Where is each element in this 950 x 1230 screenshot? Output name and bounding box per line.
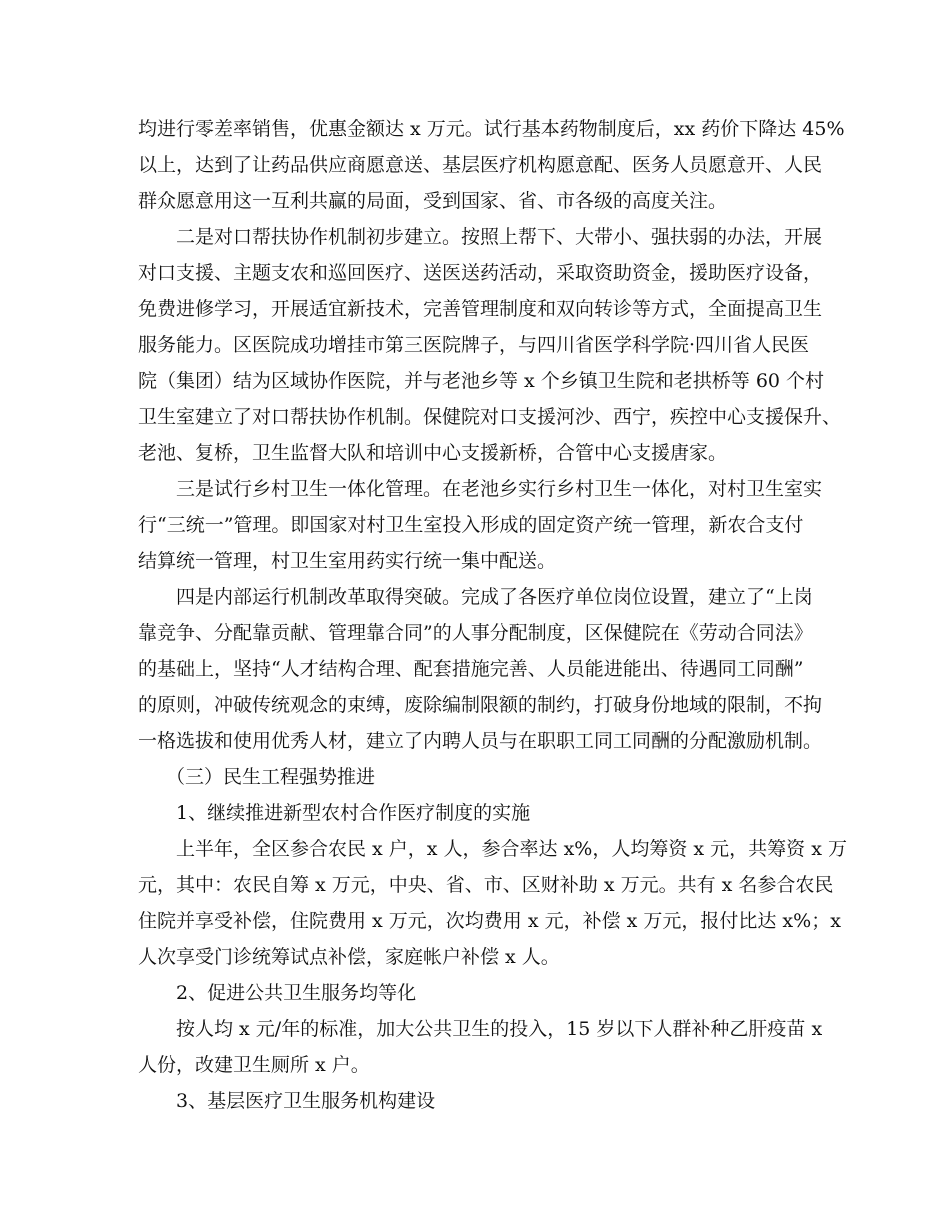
paragraph-line: 四是内部运行机制改革取得突破。完成了各医疗单位岗位设置，建立了“上岗 (176, 586, 813, 608)
paragraph-line: 二是对口帮扶协作机制初步建立。按照上帮下、大带小、强扶弱的办法，开展 (176, 226, 823, 248)
paragraph-line: 服务能力。区医院成功增挂市第三医院牌子，与四川省医学科学院·四川省人民医 (138, 334, 810, 356)
paragraph-line: 按人均 x 元/年的标准，加大公共卫生的投入，15 岁以下人群补种乙肝疫苗 x (176, 1018, 823, 1040)
paragraph-line: 靠竞争、分配靠贡献、管理靠合同”的人事分配制度，区保健院在《劳动合同法》 (138, 622, 813, 644)
paragraph-line: 行“三统一”管理。即国家对村卫生室投入形成的固定资产统一管理，新农合支付 (138, 514, 804, 536)
paragraph-line: 院（集团）结为区域协作医院，并与老池乡等 x 个乡镇卫生院和老拱桥等 60 个村 (138, 370, 825, 392)
paragraph-line: 对口支援、主题支农和巡回医疗、送医送药活动，采取资助资金，援助医疗设备， (138, 262, 823, 284)
paragraph-line: 结算统一管理，村卫生室用药实行统一集中配送。 (138, 550, 557, 572)
paragraph-line: 群众愿意用这一互利共赢的局面，受到国家、省、市各级的高度关注。 (138, 190, 728, 212)
paragraph-line: 住院并享受补偿，住院费用 x 万元，次均费用 x 元，补偿 x 万元，报付比达 x%；x (138, 910, 841, 932)
paragraph-line: 人份，改建卫生厕所 x 户。 (138, 1054, 370, 1076)
paragraph-line: 的原则，冲破传统观念的束缚，废除编制限额的制约，打破身份地域的限制，不拘 (138, 694, 823, 716)
paragraph-line: 人次享受门诊统筹试点补偿，家庭帐户补偿 x 人。 (138, 946, 560, 968)
paragraph-line: 均进行零差率销售，优惠金额达 x 万元。试行基本药物制度后，xx 药价下降达 45% (138, 118, 845, 140)
section-heading: （三）民生工程强势推进 (166, 766, 376, 788)
paragraph-line: 的基础上，坚持“人才结构合理、配套措施完善、人员能进能出、待遇同工同酬” (138, 658, 804, 680)
paragraph-line: 上半年，全区参合农民 x 户，x 人，参合率达 x%，人均筹资 x 元，共筹资 x 万 (176, 838, 847, 860)
paragraph-line: 以上，达到了让药品供应商愿意送、基层医疗机构愿意配、医务人员愿意开、人民 (138, 154, 823, 176)
paragraph-line: 老池、复桥，卫生监督大队和培训中心支援新桥，合管中心支援唐家。 (138, 442, 728, 464)
paragraph-line: 免费进修学习，开展适宜新技术，完善管理制度和双向转诊等方式，全面提高卫生 (138, 298, 823, 320)
paragraph-line: 一格选拔和使用优秀人材，建立了内聘人员与在职职工同工同酬的分配激励机制。 (138, 730, 823, 752)
subsection-heading: 2、促进公共卫生服务均等化 (176, 982, 417, 1004)
paragraph-line: 元，其中：农民自筹 x 万元，中央、省、市、区财补助 x 万元。共有 x 名参合农民 (138, 874, 834, 896)
paragraph-line: 卫生室建立了对口帮扶协作机制。保健院对口支援河沙、西宁，疾控中心支援保升、 (138, 406, 842, 428)
subsection-heading: 1、继续推进新型农村合作医疗制度的实施 (176, 802, 531, 824)
subsection-heading: 3、基层医疗卫生服务机构建设 (176, 1090, 436, 1112)
paragraph-line: 三是试行乡村卫生一体化管理。在老池乡实行乡村卫生一体化，对村卫生室实 (176, 478, 823, 500)
